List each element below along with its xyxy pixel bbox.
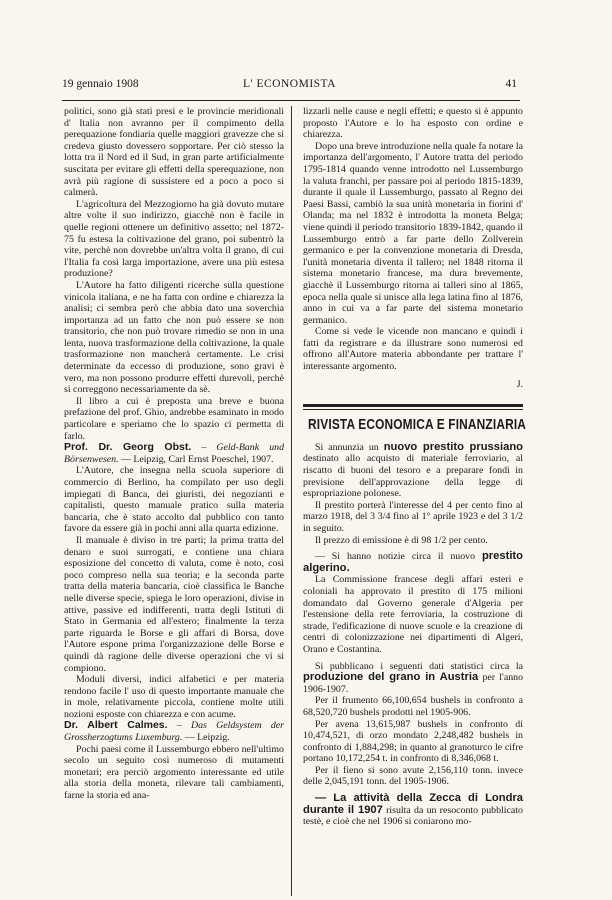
section-rule-thick [303, 404, 523, 407]
paragraph: Il libro a cui è preposta una breve e buona prefazione del prof. Ghio, andrebbe esaminato in modo particolare e speriamo che lo spazio ci permetta di farlo. [64, 395, 284, 442]
book-entry-calmes: Dr. Albert Calmes. – Das Geldsystem der Grossherzogtums Luxemburg. — Leipzig. [64, 719, 285, 744]
header-date: 19 gennaio 1908 [62, 78, 139, 90]
right-column [303, 106, 527, 828]
news-item: — La attività della Zecca di Londra durante il 1907 risulta da un resoconto pubblicato testè, e cioè che nel 1906 si coniarono mo- [303, 792, 523, 828]
book-title: Geld-Bank und Börsenwesen. [64, 442, 285, 465]
header-journal-title: L' ECONOMISTA [243, 78, 336, 90]
book-author: Dr. Albert Calmes. [64, 719, 168, 732]
paragraph: Il prezzo di emissione è di 98 1/2 per cento. [315, 534, 488, 546]
highlight-term: produzione del grano in Austria [303, 671, 479, 684]
news-item: Si pubblicano i seguenti dati statistici circa la produzione del grano in Austria per l'anno 1906-1907. [303, 660, 524, 695]
section-rule-thin [303, 409, 523, 410]
column-divider [291, 106, 292, 896]
section-title: RIVISTA ECONOMICA E FINANZIARIA [308, 417, 527, 434]
paragraph: Il manuale è diviso in tre parti; la prima tratta del denaro e suoi surrogati, e contiene una chiara esposizione del concetto di valuta, come è noto, così poco compreso nella sua teoria; e la seconda parte tratta della materia bancaria, cioè classifica le Banche nelle diverse specie, spiega le loro operazioni, divise in attive, passive ed indifferenti, tratta degli Istituti di Stato in Germania ed all'estero; finalmente la terza parte riguarda le Borse e gli affari di Borsa, dove l'Autore espone prima l'organizzazione delle Borse e quindi dà ragione delle diverse operazioni che vi si compiono. [64, 534, 284, 674]
highlight-term: — La attività della Zecca di Londra durante il 1907 [303, 792, 523, 816]
paragraph: L'Autore ha fatto diligenti ricerche sulla questione vinicola italiana, e ne ha fatta con ordine e chiarezza la analisi; ci sembra però che abbia dato una soverchia importanza ad un fatto che non può essere se non transitorio, che non può trovare rimedio se non in una lenta, nuova trasformazione della coltivazione, la quale trasformazione non mancherà certamente. Le crisi determinate da eccesso di produzione, sono gravi è vero, ma non possono produrre effetti durevoli, perchè si correggono necessariamente da sè. [64, 279, 284, 396]
running-header [62, 78, 517, 94]
paragraph: politici, sono già stati presi e le provincie meridionali d' Italia non avranno per il compimento della perequazione fondiaria quelle maggiori gravezze che si credeva giusto dovessero sopportare. Per ciò stesso la lotta tra il Nord ed il Sud, in gran parte artificialmente suscitata per evitare gli effetti della sperequazione, non avrà più ragione di sussistere ed a poco a poco si calmerà. [64, 106, 284, 199]
highlight-term: prestito algerino. [303, 550, 523, 574]
book-publisher: — Leipzig. [184, 732, 230, 744]
book-title: Das Geldsystem der Grossherzogtums Luxemburg. [64, 720, 285, 744]
paragraph: Moduli diversi, indici alfabetici e per materia rendono facile l' uso di questo importante manuale che in mole, relativamente piccola, contiene molte utili nozioni esposte con chiarezza e con acume. [64, 674, 284, 720]
book-entry-obst: Prof. Dr. Georg Obst. – Geld-Bank und Börsenwesen. — Leipzig, Carl Ernst Poeschel, 1907. [64, 441, 285, 465]
paragraph: La Commissione francese degli affari esteri e coloniali ha approvato il prestito di 175 milioni domandato dal Governo generale d'Algeria per l'estensione della rete ferroviaria, la costruzione di strade, l'edificazione di nuove scuole e la creazione di centri di colonizzazione nei dipartimenti di Algeri, Orano e Costantina. [303, 574, 523, 655]
signature: J. [516, 378, 523, 390]
paragraph: L'agricoltura del Mezzogiorno ha già dovuto mutare altre volte il suo indirizzo, giacchè non è facile in quelle regioni ottenere un definitivo assetto; nel 1872-75 fu estesa la coltivazione del grano, poi subentrò la vite, perchè non dovrebbe un'altra volta il grano, di cui l'Italia fa così larga importazione, avere una più estesa produzione? [64, 198, 284, 280]
book-publisher: — Leipzig, Carl Ernst Poeschel, 1907. [121, 453, 274, 465]
paragraph: Per il frumento 66,100,654 bushels in confronto a 68,520,720 bushels prodotti nel 1905-906. [303, 695, 523, 718]
highlight-term: nuovo prestito prussiano [383, 440, 523, 453]
paragraph: Dopo una breve introduzione nella quale fa notare la importanza dell'argomento, l' Autore tratta del periodo 1795-1814 quando venne introdotto nel Lussemburgo la valuta franchi, per passare poi al periodo 1815-1839, durante il quale il Lussemburgo, passato al Regno dei Paesi Bassi, cambiò la sua unità monetaria in fiorini d' Olanda; ma nel 1832 è introdotta la moneta Belga; viene quindi il periodo transitorio 1839-1842, quando il Lussemburgo entrò a far parte dello Zollverein germanico e per la convenzione monetaria di Dresda, l'unità monetaria diventa il tallero; nel 1848 ritorna il sistema monetario francese, ma dura brevemente, giacchè il Lussemburgo ritorna ai talleri sino al 1865, epoca nella quale si unisce alla lega latina fino al 1876, anno in cui va a far parte del sistema monetario germanico. [303, 140, 523, 326]
book-author: Prof. Dr. Georg Obst. [64, 441, 192, 454]
news-item: — Si hanno notizie circa il nuovo prestito algerino. [303, 550, 523, 574]
header-page-number: 41 [505, 78, 517, 90]
paragraph: Per il fieno si sono avute 2,156,110 tonn. invece delle 2,045,191 tonn. del 1905-1906. [303, 764, 523, 788]
header-rule [62, 100, 520, 101]
paragraph: Pochi paesi come il Lussemburgo ebbero nell'ultimo secolo un seguito così numeroso di mutamenti monetari; era perciò argomento interessante ed utile alla storia della moneta, rilevare tali cambiamenti, farne la storia ed ana- [64, 743, 284, 802]
paragraph: Per avena 13,615,987 bushels in confronto di 10,474,521, di orzo mondato 2,248,482 bushels in confronto di 1,884,298; in quanto al granoturco le cifre portano 10,172,254 t. in confronto di 8,346,068 t. [303, 718, 523, 765]
paragraph: Come si vede le vicende non mancano e quindi i fatti da registrare e da illustrare sono numerosi ed offrono all'Autore materia abbondante per trattare l' interessante argomento. [303, 326, 523, 373]
news-item: Si annunzia un nuovo prestito prussiano destinato allo acquisto di materiale ferroviario, al riscatto di buoni del tesoro e a preparare fondi in previsione dell'approvazione della legge di espropriazione polonese. [303, 440, 523, 500]
paragraph: lizzarli nelle cause e negli effetti; e questo si è appunto proposto l'Autore e lo ha esposto con ordine e chiarezza. [303, 106, 523, 141]
paragraph: L'Autore, che insegna nella scuola superiore di commercio di Berlino, ha compilato per uso degli impiegati di Banca, dei giuristi, dei negozianti e capitalisti, questo manuale pratico sulla materia bancaria, che è stato accolto dal pubblico con tanto favore da essere già in pochi anni alla quarta edizione. [64, 465, 284, 535]
left-column [64, 106, 284, 802]
paragraph: Il prestito porterà l'interesse del 4 per cento fino al marzo 1918, del 3 3/4 fino al 1° aprile 1923 e del 3 1/2 in seguito. [303, 499, 523, 534]
